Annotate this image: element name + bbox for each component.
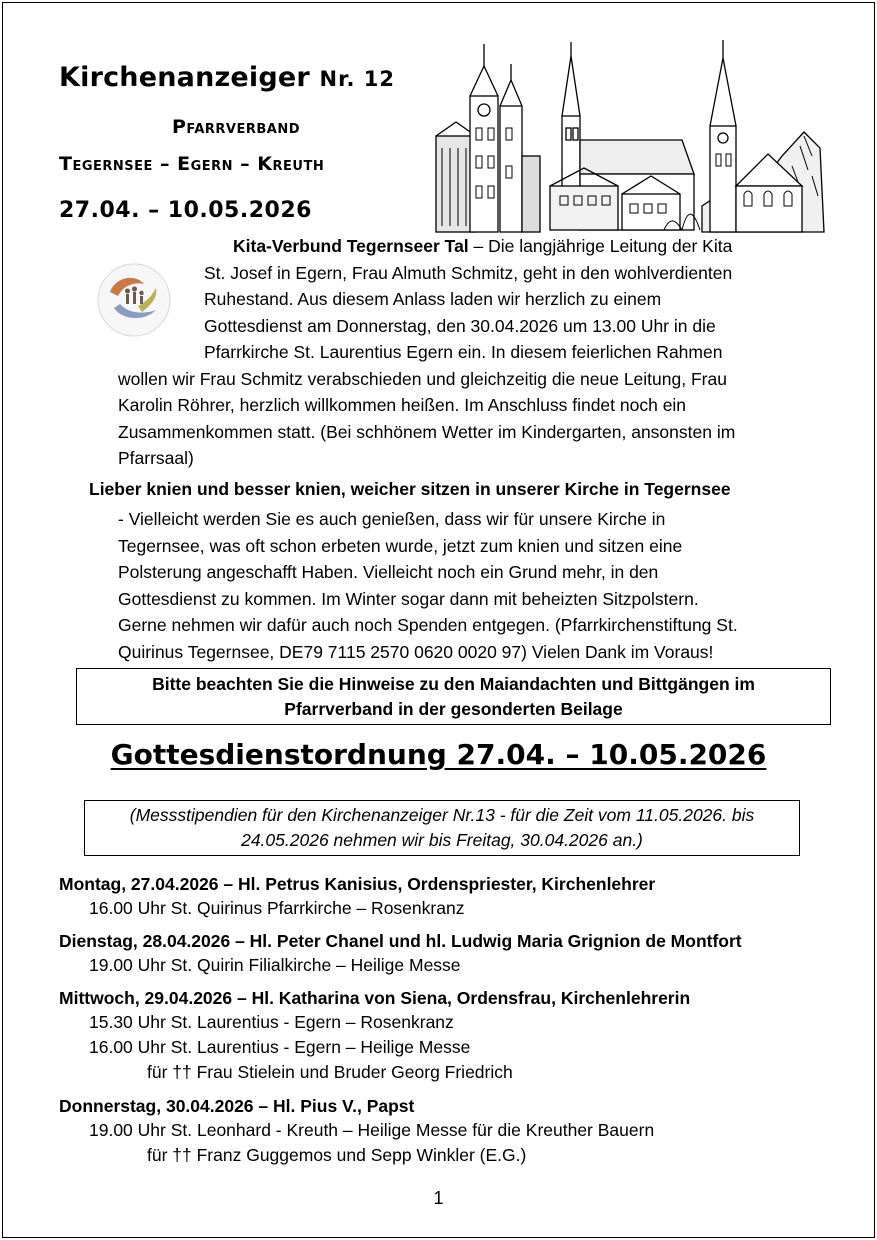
stipendien-line: 24.05.2026 nehmen wir bis Freitag, 30.04.2026 an.)	[241, 830, 643, 850]
knien-line: Tegernsee, was oft schon erbeten wurde, jetzt zum knien und sitzen eine	[118, 535, 683, 556]
day-heading: Dienstag, 28.04.2026 – Hl. Peter Chanel und hl. Ludwig Maria Grignion de Montfort	[59, 931, 742, 951]
notice-line: Bitte beachten Sie die Hinweise zu den Maiandachten und Bittgängen im	[152, 674, 755, 694]
day-entry-dienstag	[59, 929, 849, 978]
kita-line: Gottesdienst am Donnerstag, den 30.04.2026 um 13.00 Uhr in die	[204, 315, 716, 336]
kita-line: Kita-Verbund Tegernseer Tal – Die langjährige Leitung der Kita	[233, 236, 733, 256]
kita-line: Ruhestand. Aus diesem Anlass laden wir herzlich zu einem	[204, 289, 662, 309]
knien-heading: Lieber knien und besser knien, weicher sitzen in unserer Kirche in Tegernsee	[89, 479, 731, 499]
day-entry-mittwoch	[59, 986, 849, 1085]
bulletin-title: Kirchenanzeiger Nr. 12	[59, 62, 395, 93]
verband-label: Pfarrverband	[172, 116, 300, 138]
kita-line: St. Josef in Egern, Frau Almuth Schmitz, geht in den wohlverdienten	[204, 262, 733, 283]
day-entry-montag	[59, 872, 849, 921]
egern-church-drawing	[550, 42, 700, 230]
notice-line: Pfarrverband in der gesonderten Beilage	[284, 699, 623, 719]
page-number: 1	[433, 1188, 444, 1208]
day-heading: Montag, 27.04.2026 – Hl. Petrus Kanisius, Ordenspriester, Kirchenlehrer	[59, 874, 656, 894]
knien-line: Polsterung angeschafft Haben. Vielleicht noch ein Grund mehr, in den	[118, 562, 659, 582]
knien-line: Gottesdienst zu kommen. Im Winter sogar dann mit beheizten Sitzpolstern.	[118, 588, 699, 609]
mass-intention: für †† Frau Stielein und Bruder Georg Friedrich	[147, 1062, 513, 1082]
knien-line: Quirinus Tegernsee, DE79 7115 2570 0620 0020 97) Vielen Dank im Voraus!	[118, 641, 714, 662]
day-heading: Donnerstag, 30.04.2026 – Hl. Pius V., Papst	[59, 1096, 415, 1116]
parish-towns: Tegernsee – Egern – Kreuth	[59, 153, 325, 175]
kita-announcement	[118, 233, 818, 472]
day-heading: Mittwoch, 29.04.2026 – Hl. Katharina von Siena, Ordensfrau, Kirchenlehrerin	[59, 988, 691, 1008]
kita-line: Karolin Röhrer, herzlich willkommen heißen. Im Anschluss findet noch ein	[118, 395, 687, 415]
church-drawings-image	[432, 36, 826, 236]
kita-line: Pfarrsaal)	[118, 448, 194, 468]
knien-line: - Vielleicht werden Sie es auch genießen, dass wir für unsere Kirche in	[118, 509, 666, 529]
kita-line: wollen wir Frau Schmitz verabschieden und gleichzeitig die neue Leitung, Frau	[118, 368, 727, 389]
gottesdienstordnung-title: Gottesdienstordnung 27.04. – 10.05.2026	[110, 738, 767, 771]
service-line: 16.00 Uhr St. Quirinus Pfarrkirche – Rosenkranz	[89, 898, 465, 918]
mass-intention: für †† Franz Guggemos und Sepp Winkler (E.G.)	[147, 1145, 527, 1165]
issue-number: Nr. 12	[319, 67, 395, 91]
day-entry-donnerstag	[59, 1094, 849, 1168]
kita-heading: Kita-Verbund Tegernseer Tal	[233, 236, 469, 256]
service-line: 15.30 Uhr St. Laurentius - Egern – Rosenkranz	[89, 1012, 454, 1032]
service-line: 19.00 Uhr St. Leonhard - Kreuth – Heilige Messe für die Kreuther Bauern	[89, 1120, 655, 1140]
kita-line: Zusammenkommen statt. (Bei schhönem Wetter im Kindergarten, ansonsten im	[118, 421, 736, 442]
tegernsee-church-drawing	[436, 44, 540, 232]
kreuth-church-drawing	[702, 40, 824, 232]
knien-line: Gerne nehmen wir dafür auch noch Spenden entgegen. (Pfarrkirchenstiftung St.	[118, 615, 738, 635]
maiandachten-notice-box	[76, 668, 831, 725]
service-line: 16.00 Uhr St. Laurentius - Egern – Heilige Messe	[89, 1037, 471, 1057]
kita-line: Pfarrkirche St. Laurentius Egern ein. In diesem feierlichen Rahmen	[204, 342, 723, 362]
issue-dates: 27.04. – 10.05.2026	[59, 198, 312, 223]
knien-announcement	[118, 506, 818, 665]
stipendien-line: (Messstipendien für den Kirchenanzeiger Nr.13 - für die Zeit vom 11.05.2026. bis	[129, 805, 755, 825]
messstipendien-box	[84, 800, 800, 856]
service-line: 19.00 Uhr St. Quirin Filialkirche – Heilige Messe	[89, 955, 461, 975]
